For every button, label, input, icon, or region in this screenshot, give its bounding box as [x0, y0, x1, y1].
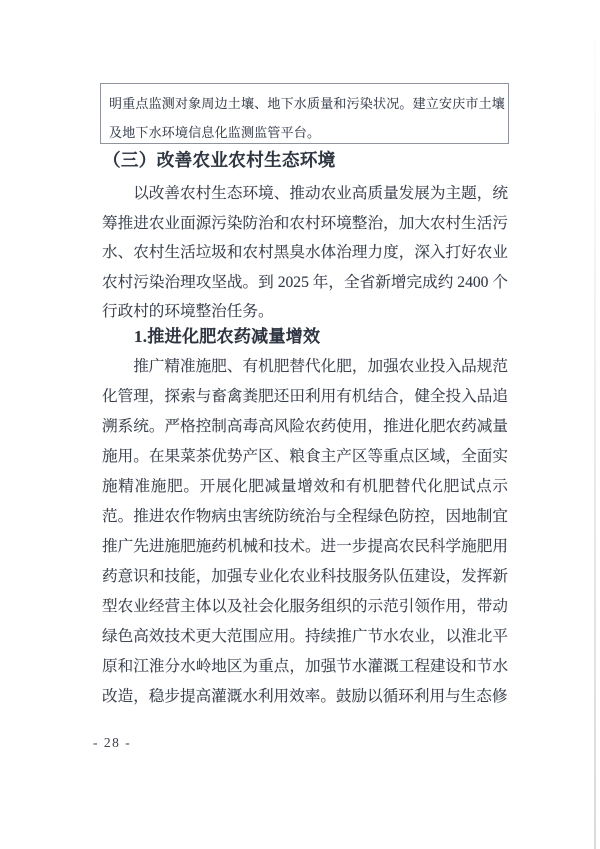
text-line: 推广先进施肥施药机械和技术。进一步提高农民科学施肥用 — [102, 538, 508, 555]
text-line: 化管理，探索与畜禽粪肥还田利用有机结合，健全投入品追 — [102, 388, 508, 405]
text-line: 施精准施肥。开展化肥减量增效和有机肥替代化肥试点示 — [102, 478, 508, 495]
notice-box-line: 明重点监测对象周边土壤、地下水质量和污染状况。建立安庆市土壤 — [109, 96, 506, 111]
text-line: 水、农村生活垃圾和农村黑臭水体治理力度，深入打好农业 — [102, 244, 508, 261]
text-line: 药意识和技能，加强专业化农业科技服务队伍建设，发挥新 — [102, 568, 508, 585]
text-line: 绿色高效技术更大范围应用。持续推广节水农业，以淮北平 — [102, 628, 508, 645]
text-line: 范。推进农作物病虫害统防统治与全程绿色防控，因地制宜 — [102, 508, 508, 525]
text-line: 施用。在果菜茶优势产区、粮食主产区等重点区域，全面实 — [102, 448, 508, 465]
notice-box — [100, 83, 509, 144]
text-line: 原和江淮分水岭地区为重点，加强节水灌溉工程建设和节水 — [102, 658, 508, 675]
notice-box-line: 及地下水环境信息化监测监管平台。 — [109, 125, 321, 140]
text-line: 推广精准施肥、有机肥替代化肥，加强农业投入品规范 — [133, 358, 508, 375]
text-line: 行政村的环境整治任务。 — [102, 303, 274, 320]
text-line: 改造，稳步提高灌溉水利用效率。鼓励以循环利用与生态修 — [102, 688, 508, 705]
section-heading: （三）改善农业农村生态环境 — [103, 150, 336, 170]
text-line: 溯系统。严格控制高毒高风险农药使用，推进化肥农药减量 — [102, 418, 508, 435]
paragraph-fertilizer-pesticide — [102, 352, 508, 712]
scan-edge-artifact — [594, 40, 596, 849]
paragraph-overview — [102, 179, 508, 327]
text-line: 以改善农村生态环境、推动农业高质量发展为主题，统 — [133, 185, 508, 202]
text-line: 农村污染治理攻坚战。到 2025 年，全省新增完成约 2400 个 — [102, 273, 508, 291]
text-line: 筹推进农业面源污染防治和农村环境整治，加大农村生活污 — [102, 214, 508, 232]
text-line: 型农业经营主体以及社会化服务组织的示范引领作用，带动 — [102, 598, 508, 615]
page-number: - 28 - — [93, 735, 132, 750]
subsection-heading: 1.推进化肥农药减量增效 — [134, 327, 321, 346]
